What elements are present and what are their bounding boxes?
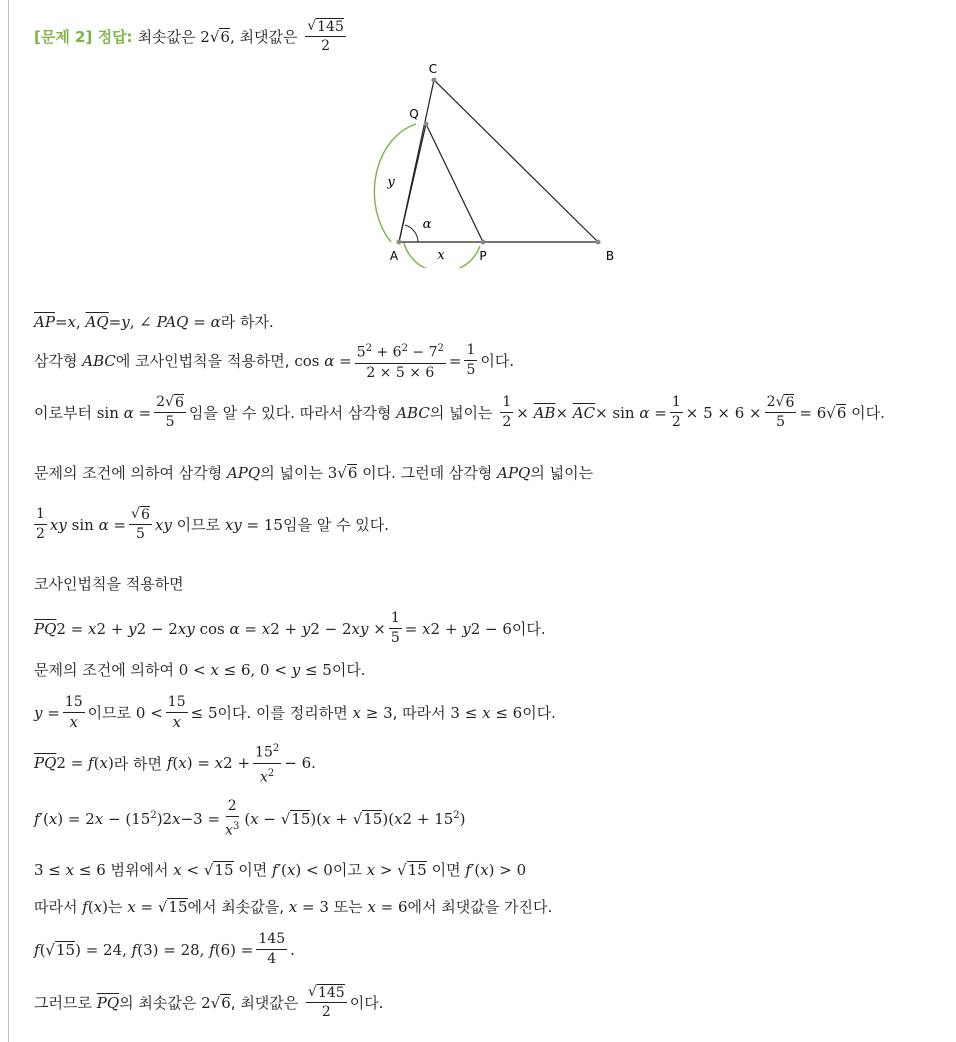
triangle-figure — [370, 58, 630, 268]
label-y: y — [387, 175, 395, 190]
line-1: $\overline{AP}$ = x , $\overline{AQ}$ = y , ∠ PAQ = α 라 하자. — [34, 312, 274, 331]
label-b: B — [605, 249, 615, 263]
label-alpha: α — [422, 217, 432, 232]
line-5: $\frac{1}{2}$ xy sin α = √ 6 5 xy 이므로 xy = 15 임을 알 수 있다. — [36, 506, 389, 542]
line-2: 삼각형 ABC 에 코사인법칙을 적용하면, cos α = $\frac{5^2 + 6^2 - 7^2}{2 \times 5 \times 6}$ = $\frac{1}{5}$ 이다. — [34, 340, 514, 382]
line-13: 따라서 f ( x ) 는 x = √ 15 에서 최솟값을, x = 3 또는 x = 6 에서 최댓값을 가진다. — [34, 897, 553, 916]
line-15: 그러므로 $\overline{PQ}$ 의 최솟값은 2 √ 6 , 최댓값은 √ 145 2 이다. — [34, 984, 384, 1020]
label-q: Q — [409, 107, 419, 121]
label-x: x — [437, 248, 445, 263]
label-a: A — [389, 249, 399, 263]
answer-label: [문제 2] 정답: — [34, 28, 133, 46]
label-c: C — [428, 62, 438, 76]
line-10: $\overline{PQ}$ 2 = f ( x ) 라 하면 f ( x ) = x 2 + $\frac{15^2}{x^2}$ − 6. — [34, 740, 316, 786]
line-12: 3 ≤ x ≤ 6 범위에서 x < √ 15 이면 f′ ( x ) < 0 이고 x > √ 15 이면 f′ ( x ) > 0 — [34, 860, 527, 879]
answer-header: [문제 2] 정답: 최솟값은 2 √ 6 , 최댓값은 √ 145 2 — [34, 18, 344, 54]
line-4: 문제의 조건에 의하여 삼각형 APQ 의 넓이는 3 √ 6 이다. 그런데 삼각형 APQ 의 넓이는 — [34, 463, 594, 482]
line-8: 문제의 조건에 의하여 0 < x ≤ 6, 0 < y ≤ 5 이다. — [34, 660, 366, 679]
line-9: y = $\frac{15}{x}$ 이므로 0 < $\frac{15}{x}$ ≤ 5 이다. 이를 정리하면 x ≥ 3 , 따라서 3 ≤ x ≤ 6 이다. — [34, 694, 556, 731]
line-11: f′ ( x ) = 2 x − $(15^2)2$ x −3 = $\frac{2}{x^3}$ ( x − √ 15 )( x + √ 15 )( x 2 + $15^2$) — [34, 798, 466, 839]
left-border-line — [8, 0, 9, 1042]
line-6: 코사인법칙을 적용하면 — [34, 575, 184, 593]
label-p: P — [479, 249, 487, 263]
line-3: 이로부터 sin α = 2 √ 6 5 임을 알 수 있다. 따라서 삼각형 ABC 의 넓이는 $\frac{1}{2}$ × $\overline{AB}$ × $\overline{AC}$ × sin α = $\frac{1}{2}$ × 5 × 6 × 2 √ 6 5 = 6 √ 6 이다. — [34, 394, 885, 430]
line-7: $\overline{PQ}$ 2 = x 2 + y 2 − 2 xy cos α = x 2 + y 2 − 2 xy × $\frac{1}{5}$ = x 2 + y 2 − 6 이다. — [34, 610, 546, 646]
line-14: f ( √ 15 ) = 24, f (3) = 28, f (6) = $\frac{145}{4}$ . — [34, 931, 295, 967]
